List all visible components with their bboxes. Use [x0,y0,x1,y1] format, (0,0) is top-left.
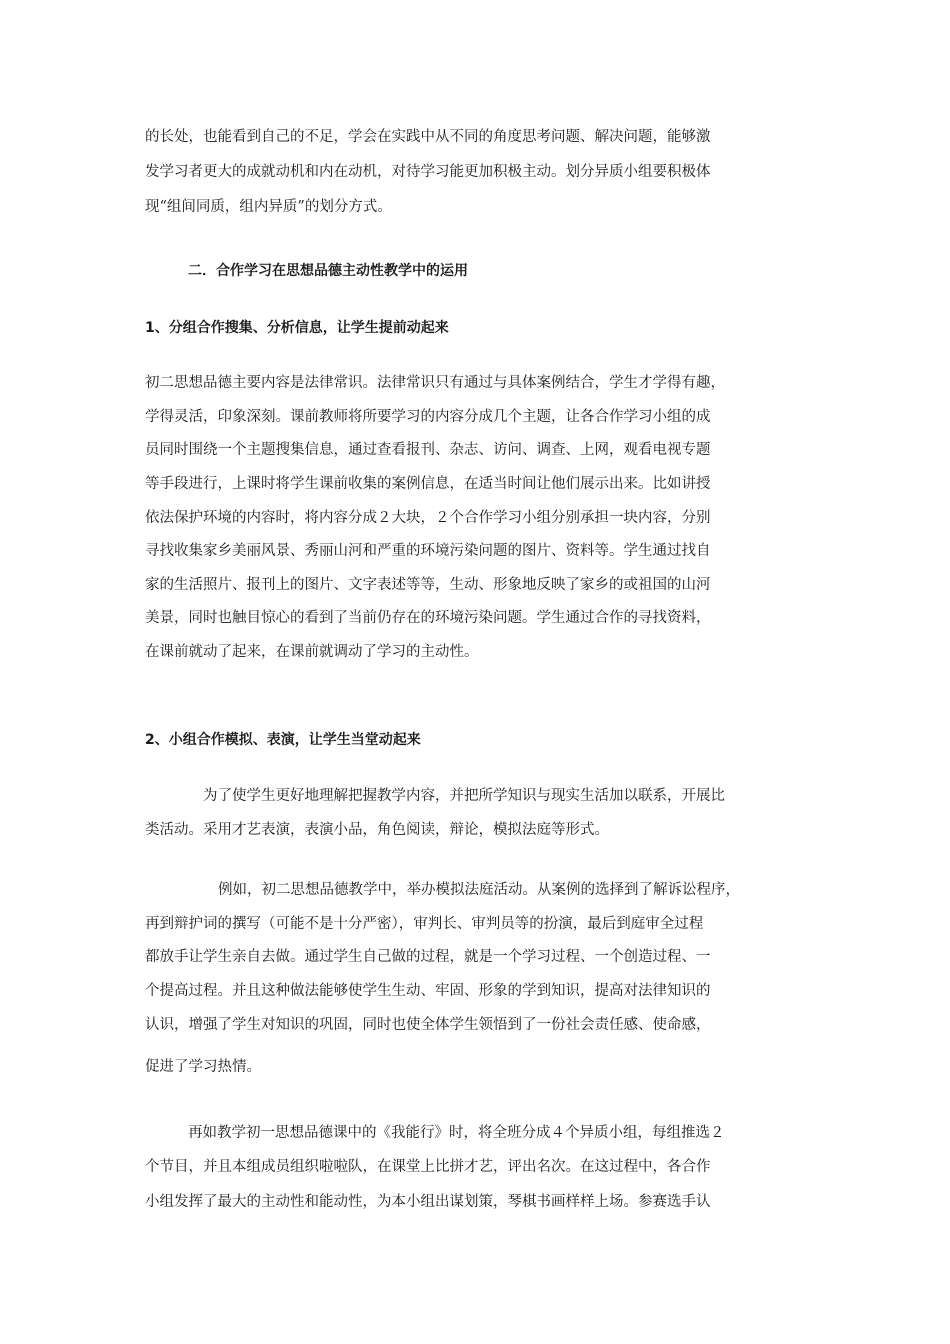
text-line: 员同时围绕一个主题搜集信息，通过查看报刊、杂志、访问、调查、上网，观看电视专题 [145,442,711,458]
text-line: 都放手让学生亲自去做。通过学生自己做的过程，就是一个学习过程、一个创造过程、一 [145,949,711,965]
text-line: 再如教学初一思想品德课中的《我能行》时，将全班分成４个异质小组，每组推选２ [188,1125,725,1141]
text-line: 再到辩护词的撰写（可能不是十分严密），审判长、审判员等的扮演，最后到庭审全过程 [145,916,704,932]
text-line: 初二思想品德主要内容是法律常识。法律常识只有通过与具体案例结合，学生才学得有趣， [145,375,725,391]
text-line: 认识，增强了学生对知识的巩固，同时也使全体学生领悟到了一份社会责任感、使命感， [145,1017,711,1033]
text-line: 发学习者更大的成就动机和内在动机，对待学习能更加积极主动。划分异质小组要积极体 [145,164,711,180]
text-line: 个提高过程。并且这种做法能够使学生生动、牢固、形象的学到知识，提高对法律知识的 [145,983,711,999]
text-line: 等手段进行，上课时将学生课前收集的案例信息，在适当时间让他们展示出来。比如讲授 [145,476,711,492]
text-line: 美景，同时也触目惊心的看到了当前仍存在的环境污染问题。学生通过合作的寻找资料， [145,610,711,626]
text-line: 促进了学习热情。 [145,1059,261,1075]
text-line: 依法保护环境的内容时，将内容分成２大块，２个合作学习小组分别承担一块内容，分别 [145,510,711,526]
text-line: 的长处，也能看到自己的不足，学会在实践中从不同的角度思考问题、解决问题，能够激 [145,129,711,145]
text-line: 现“组间同质，组内异质”的划分方式。 [145,199,392,215]
text-line: 为了使学生更好地理解把握教学内容，并把所学知识与现实生活加以联系，开展比 [203,788,725,804]
text-line: 类活动。采用才艺表演，表演小品，角色阅读，辩论，模拟法庭等形式。 [145,822,609,838]
subheading: 2、小组合作模拟、表演，让学生当堂动起来 [145,732,421,748]
text-line: 个节目，并且本组成员组织啦啦队，在课堂上比拼才艺，评出名次。在这过程中，各合作 [145,1159,711,1175]
text-line: 例如，初二思想品德教学中，举办模拟法庭活动。从案例的选择到了解诉讼程序， [218,882,740,898]
text-line: 家的生活照片、报刊上的图片、文字表述等等，生动、形象地反映了家乡的或祖国的山河 [145,577,711,593]
text-line: 小组发挥了最大的主动性和能动性，为本小组出谋划策，琴棋书画样样上场。参赛选手认 [145,1194,711,1210]
text-line: 寻找收集家乡美丽风景、秀丽山河和严重的环境污染问题的图片、资料等。学生通过找自 [145,543,711,559]
text-line: 在课前就动了起来，在课前就调动了学习的主动性。 [145,644,479,660]
text-line: 学得灵活，印象深刻。课前教师将所要学习的内容分成几个主题，让各合作学习小组的成 [145,409,711,425]
subheading: 1、分组合作搜集、分析信息，让学生提前动起来 [145,320,449,336]
section-heading: 二．合作学习在思想品德主动性教学中的运用 [188,263,468,279]
